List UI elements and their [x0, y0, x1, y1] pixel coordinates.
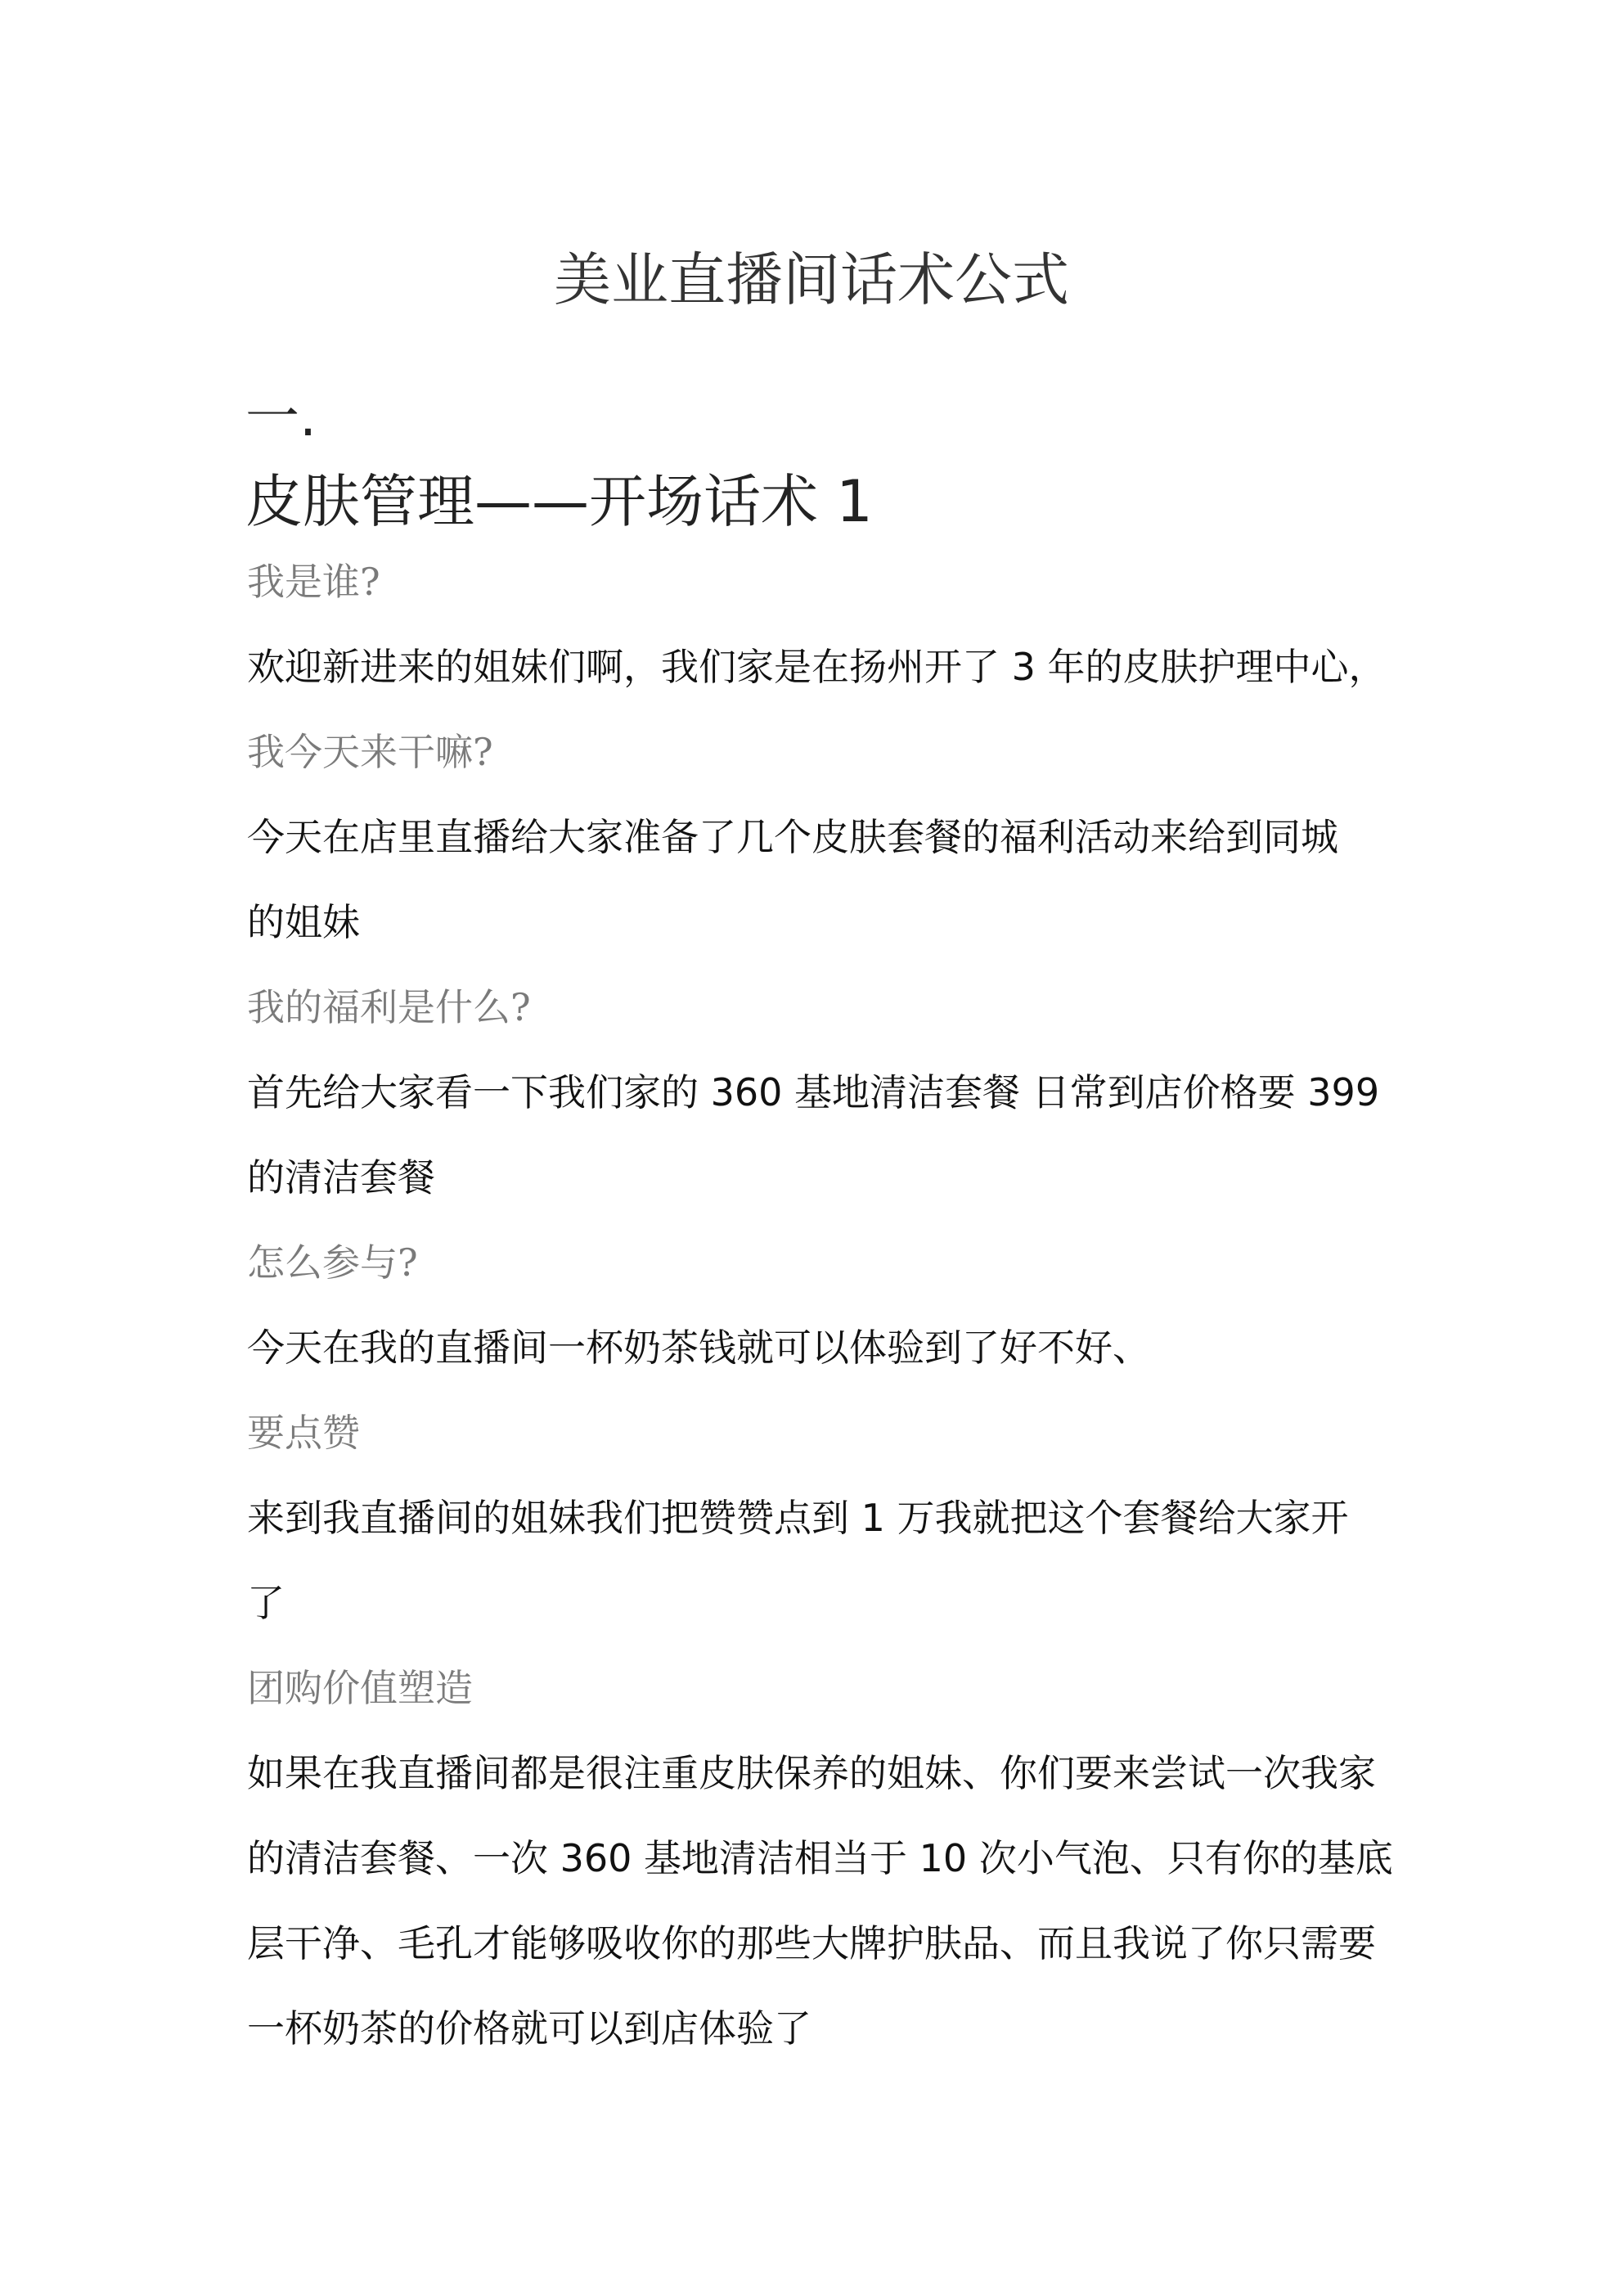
section-heading: 皮肤管理——开场话术 1 — [245, 468, 873, 535]
text-line: 层干净、毛孔才能够吸收你的那些大牌护肤品、而且我说了你只需要 — [247, 1921, 1376, 1965]
text-line: 欢迎新进来的姐妹们啊，我们家是在扬州开了 3 年的皮肤护理中心， — [247, 645, 1387, 689]
text-line: 团购价值塑造 — [247, 1666, 473, 1710]
text-line: 如果在我直播间都是很注重皮肤保养的姐妹、你们要来尝试一次我家 — [247, 1751, 1376, 1795]
text-line: 今天在我的直播间一杯奶茶钱就可以体验到了好不好、 — [247, 1326, 1150, 1370]
question-label — [247, 1645, 1392, 1731]
question-label — [247, 539, 1392, 624]
text-line: 我今天来干嘛? — [247, 730, 493, 774]
document-body — [247, 539, 1392, 2071]
question-label — [247, 709, 1392, 795]
text-line: 来到我直播间的姐妹我们把赞赞点到 1 万我就把这个套餐给大家开 — [247, 1496, 1349, 1540]
text-line: 的清洁套餐 — [247, 1155, 435, 1200]
script-paragraph — [247, 1475, 1392, 1645]
script-paragraph — [247, 1050, 1392, 1220]
script-paragraph — [247, 1731, 1392, 2071]
text-line: 今天在店里直播给大家准备了几个皮肤套餐的福利活动来给到同城 — [247, 815, 1338, 859]
text-line: 的姐妹 — [247, 900, 360, 944]
text-line: 我的福利是什么? — [247, 985, 531, 1029]
text-line: 一杯奶茶的价格就可以到店体验了 — [247, 2006, 812, 2051]
question-label — [247, 1220, 1392, 1305]
document-title: 美业直播间话术公式 — [554, 246, 1069, 313]
question-label — [247, 965, 1392, 1050]
script-paragraph — [247, 795, 1392, 965]
text-line: 首先给大家看一下我们家的 360 基地清洁套餐 日常到店价格要 399 — [247, 1070, 1380, 1114]
text-line: 要点赞 — [247, 1411, 360, 1455]
section-number: 一. — [245, 385, 317, 448]
text-line: 怎么参与? — [247, 1240, 418, 1285]
text-line: 的清洁套餐、一次 360 基地清洁相当于 10 次小气泡、只有你的基底 — [247, 1836, 1393, 1880]
script-paragraph — [247, 1305, 1392, 1390]
script-paragraph — [247, 624, 1392, 709]
text-line: 我是谁? — [247, 560, 380, 604]
text-line: 了 — [247, 1581, 285, 1625]
question-label — [247, 1390, 1392, 1475]
